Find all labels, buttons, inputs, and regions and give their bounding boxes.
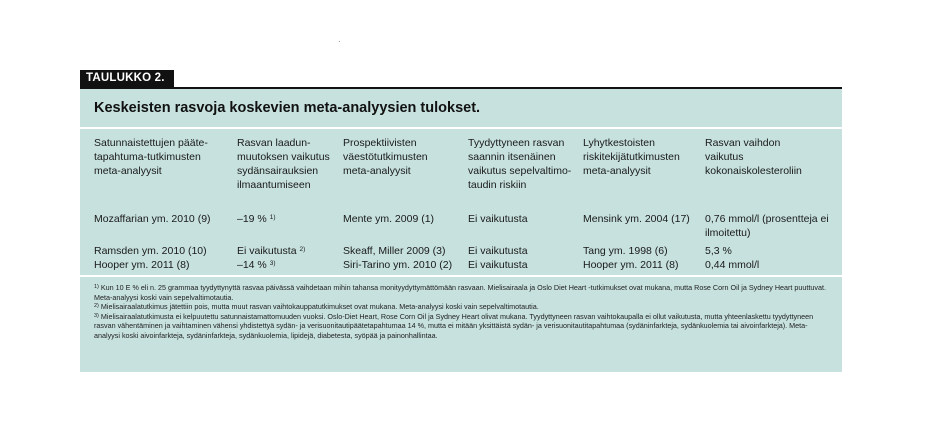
header-rct: Satunnaistettujen pääte- tapahtuma-tutkimusten meta-analyysit [94, 137, 208, 177]
table-cell: Ei vaikutusta [468, 259, 528, 271]
footnote-2: $^{2)}$ Mielisairaalatutkimus jätettiin pois, mutta muut rasvan vaihtokauppatutkimukset ovat mukana. Meta-analyysi koski vain sepelvaltimotautia. [94, 302, 539, 312]
table-cell: –14 % $^{3)}$ [237, 259, 276, 271]
table-cell: 0,44 mmol/l [705, 259, 760, 271]
footnotes [94, 283, 830, 341]
table-cell: Hooper ym. 2011 (8) [94, 259, 190, 271]
table-cell: Hooper ym. 2011 (8) [583, 259, 679, 271]
footnote-3: $^{3)}$ Mielisairaalatutkimusta ei kelpuutettu satunnaistamattomuuden vuoksi. Oslo-Diet Heart, Rose Corn Oil ja Sydney Heart olivat mukana. Tyydyttyneen rasvan vaihtokaupalla ei ollut vaikutusta, mutta yhteenlaskettu tyydyttyneen rasvan vähentäminen ja vaihtaminen vähensi yhdistettyä sydän- ja verisuonitautipäätetapahtumaa 14 %, mutta ei mitään yksittäistä sydän- ja verisuonitautitapahtumaa (sydäninfarkteja, sydänkuolemia tai aivoinfarkteja). Meta-analyysi koski aivoinfarkteja, sydäninfarkteja, sydänkuolemia, lipidejä, diabetesta, syöpää ja painonhallintaa. [94, 311, 814, 340]
header-cholesterol: Rasvan vaihdon vaikutus kokonaiskolesteroliin [705, 137, 802, 177]
table-cell: 0,76 mmol/l (prosentteja ei ilmoitettu) [705, 213, 829, 239]
header-short-term: Lyhytkestoisten riskitekijätutkimusten meta-analyysit [583, 137, 680, 177]
table-cell: Ramsden ym. 2010 (10) [94, 245, 207, 257]
table-cell: 5,3 % [705, 245, 732, 257]
table-cell: –19 % $^{1)}$ [237, 213, 276, 225]
table-cell: Ei vaikutusta $^{2)}$ [237, 245, 306, 257]
table-title: Keskeisten rasvoja koskevien meta-analyysien tulokset. [94, 100, 481, 116]
table-cell: Skeaff, Miller 2009 (3) [343, 245, 446, 257]
scan-speck: . [338, 34, 341, 45]
footnote-divider [80, 275, 842, 277]
table-cell: Mensink ym. 2004 (17) [583, 213, 690, 225]
title-divider [80, 127, 842, 129]
table-label: TAULUKKO 2. [80, 70, 174, 87]
table-panel [80, 87, 842, 372]
header-cohort: Prospektiivisten väestötutkimusten meta-analyysit [343, 137, 428, 177]
table-cell: Mente ym. 2009 (1) [343, 213, 435, 225]
table-cell: Mozaffarian ym. 2010 (9) [94, 213, 211, 225]
table-cell: Tang ym. 1998 (6) [583, 245, 668, 257]
table-cell: Ei vaikutusta [468, 245, 528, 257]
header-saturated: Tyydyttyneen rasvan saannin itsenäinen vaikutus sepelvaltimo- taudin riskiin [468, 137, 572, 191]
table-cell: Ei vaikutusta [468, 213, 528, 225]
header-effect: Rasvan laadun- muutoksen vaikutus sydänsairauksien ilmaantumiseen [237, 137, 330, 191]
table-cell: Siri-Tarino ym. 2010 (2) [343, 259, 453, 271]
footnote-1: $^{1)}$ Kun 10 E % eli n. 25 grammaa tyydyttynyttä rasvaa päivässä vaihdetaan mihin tahansa monityydyttymättömään rasvaan. Mielisairaala ja Oslo Diet Heart -tutkimukset ovat mukana, mutta Rose Corn Oil ja Sydney Heart puuttuvat. Meta-analyysi koski vain sepelvaltimotautia. [94, 283, 826, 302]
